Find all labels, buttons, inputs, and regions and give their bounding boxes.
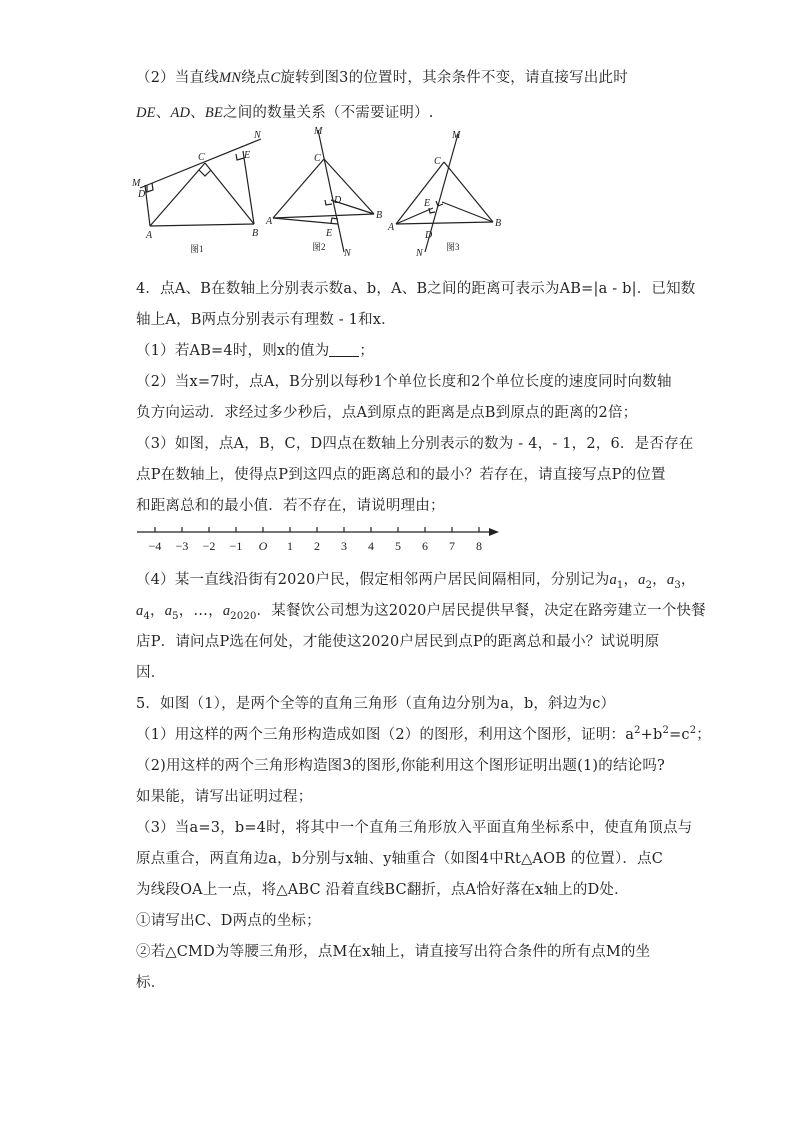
label-e: E [424, 198, 431, 209]
tick-label: 3 [341, 539, 347, 553]
tick-label: 8 [476, 539, 482, 553]
right-angle-e [236, 154, 244, 160]
label-n: N [416, 248, 423, 259]
q3-figures [128, 124, 518, 259]
label-d: D [138, 189, 146, 200]
sub: 2 [645, 579, 653, 591]
tick-label: −1 [229, 539, 243, 553]
q3-part2-line2 [136, 101, 434, 122]
q4-part2-line2: 负方向运动．求经过多少秒后，点A到原点的距离是点B到原点的距离的2倍； [136, 405, 638, 421]
q3-part2-line1 [136, 66, 628, 87]
var-a: a [638, 572, 646, 588]
sep: ， [652, 572, 667, 588]
tick-label: 6 [422, 539, 428, 553]
q5-part1 [136, 723, 711, 744]
var-a: a [164, 603, 173, 619]
q5-part3-line2: 原点重合，两直角边a，b分别与x轴、y轴重合（如图4中Rt△AOB 的位置）．点C [136, 851, 664, 867]
label-m: M [314, 126, 323, 137]
label-e: E [244, 150, 251, 161]
var-a: a [222, 603, 231, 619]
text: =c [669, 727, 690, 743]
q5-line1: 5．如图（1），是两个全等的直角三角形（直角边分别为a，b，斜边为c） [136, 696, 616, 712]
right-angle-d [325, 200, 332, 205]
segment-ae [273, 218, 338, 224]
var-a: a [609, 572, 617, 588]
sep: ， [623, 572, 639, 588]
label-d: D [334, 195, 342, 206]
tick-label: 1 [287, 539, 293, 553]
sup: 2 [689, 725, 697, 737]
q4-part3-line2: 点P在数轴上，使得点P到这四点的距离总和的最小？若存在，请直接写点P的位置 [136, 467, 666, 483]
var-mn: MN [218, 70, 242, 86]
q4-part1 [136, 339, 374, 360]
label-c: C [314, 153, 321, 164]
sub: 1 [616, 579, 624, 591]
segment-ab [150, 224, 254, 226]
var-be: BE [204, 105, 223, 121]
q5-sub1: ①请写出C、D两点的坐标； [136, 913, 321, 929]
figure-2 [265, 126, 382, 259]
label-m: M [452, 130, 461, 141]
segment-ab [273, 214, 374, 218]
sub: 5 [172, 610, 179, 622]
sep: ， [680, 572, 696, 588]
label-d: D [425, 230, 433, 241]
segment-ac [396, 162, 444, 224]
caption-fig3: 图3 [446, 242, 460, 252]
sub: 3 [674, 579, 681, 591]
label-a: A [388, 222, 395, 233]
q4-line2: 轴上A，B两点分别表示有理数 - 1和x． [136, 312, 396, 328]
q4-part3-line1: （3）如图，点A，B，C，D四点在数轴上分别表示的数为 - 4，- 1，2，6．是否存在 [136, 436, 694, 452]
q5-part2-line2: 如果能，请写出证明过程； [136, 789, 313, 805]
var-a: a [136, 603, 144, 619]
tick-label: −4 [148, 539, 162, 553]
q5-part2-line1: （2)用这样的两个三角形构造图3的图形,你能利用这个图形证明出题(1)的结论吗? [136, 758, 666, 774]
q4-part4-line3: 店P．请问点P选在何处，才能使这2020户居民到点P的距离总和最小？试说明原 [136, 634, 660, 650]
text: ； [696, 727, 711, 743]
caption-fig2: 图2 [312, 242, 326, 252]
q4-part4-line1 [136, 568, 696, 591]
right-angle-c [199, 170, 211, 176]
text: +b [640, 727, 663, 743]
text: 绕点 [241, 70, 271, 86]
text: （2）当直线 [136, 70, 219, 86]
text: 旋转到图3的位置时，其余条件不变，请直接写出此时 [280, 70, 628, 86]
text: 之间的数量关系（不需要证明）. [223, 105, 434, 121]
label-c: C [434, 156, 441, 167]
sub: 4 [143, 610, 151, 622]
arrow-head [489, 528, 499, 536]
label-a: A [146, 230, 153, 241]
caption-fig1: 图1 [190, 244, 204, 254]
q5-part3-line1: （3）当a=3，b=4时，将其中一个直角三角形放入平面直角坐标系中，使直角顶点与 [136, 820, 693, 836]
text: （4）某一直线沿街有2020户民，假定相邻两户居民间隔相同，分别记为 [136, 572, 610, 588]
tick-label: −2 [202, 539, 216, 553]
q4-part4-line2 [136, 599, 706, 622]
tick-label: 7 [449, 539, 455, 553]
q4-part3-line3: 和距离总和的最小值．若不存在，请说明理由； [136, 498, 445, 514]
text: ； [359, 343, 375, 359]
var-ad: AD [170, 105, 191, 121]
label-m: M [132, 178, 141, 189]
number-line [135, 520, 505, 556]
q4-line1: 4．点A、B在数轴上分别表示数a、b，A、B之间的距离可表示为AB=|a - b|．已知数 [136, 281, 696, 297]
q5-sub2-line1: ②若△CMD为等腰三角形，点M在x轴上，请直接写出符合条件的所有点M的坐 [136, 944, 651, 960]
label-n: N [254, 130, 261, 141]
q5-sub2-line2: 标． [136, 975, 166, 991]
tick-label: −3 [175, 539, 189, 553]
line-mn [140, 139, 261, 188]
label-c: C [198, 152, 205, 163]
text: （1）用这样的两个三角形构造成如图（2）的图形，利用这个图形，证明：a [136, 727, 635, 743]
sep: ，…， [178, 603, 223, 619]
q5-part3-line3: 为线段OA上一点，将△ABC 沿着直线BC翻折，点A恰好落在x轴上的D处． [136, 882, 629, 898]
label-b: B [376, 210, 383, 221]
figure-1 [131, 130, 262, 254]
text: （1）若AB=4时，则x的值为 [136, 343, 330, 359]
segment-ac [273, 159, 324, 218]
tick-label: 4 [368, 539, 374, 553]
tick-label: 2 [314, 539, 320, 553]
label-b: B [252, 228, 259, 239]
q4-part4-line4: 因． [136, 665, 166, 681]
answer-blank[interactable] [329, 342, 359, 357]
segment-ab [396, 222, 493, 224]
sep: 、 [190, 105, 205, 121]
label-a: A [266, 216, 273, 227]
label-n: N [344, 248, 351, 259]
tick-label: 5 [395, 539, 401, 553]
var-c: C [270, 70, 281, 86]
sep: 、 [155, 105, 171, 121]
var-de: DE [136, 105, 156, 121]
ticks [149, 527, 482, 553]
label-b: B [495, 218, 502, 229]
text: ．某餐饮公司想为这2020户居民提供早餐，决定在路旁建立一个快餐 [256, 603, 706, 619]
sup: 2 [662, 725, 670, 737]
tick-label: O [258, 539, 268, 553]
sep: ， [150, 603, 165, 619]
figure-3 [387, 130, 501, 259]
q4-part2-line1: （2）当x=7时，点A，B分别以每秒1个单位长度和2个单位长度的速度同时向数轴 [136, 374, 672, 390]
label-e: E [326, 228, 333, 239]
sup: 2 [634, 725, 641, 737]
sub: 2020 [230, 610, 257, 622]
var-a: a [666, 572, 675, 588]
